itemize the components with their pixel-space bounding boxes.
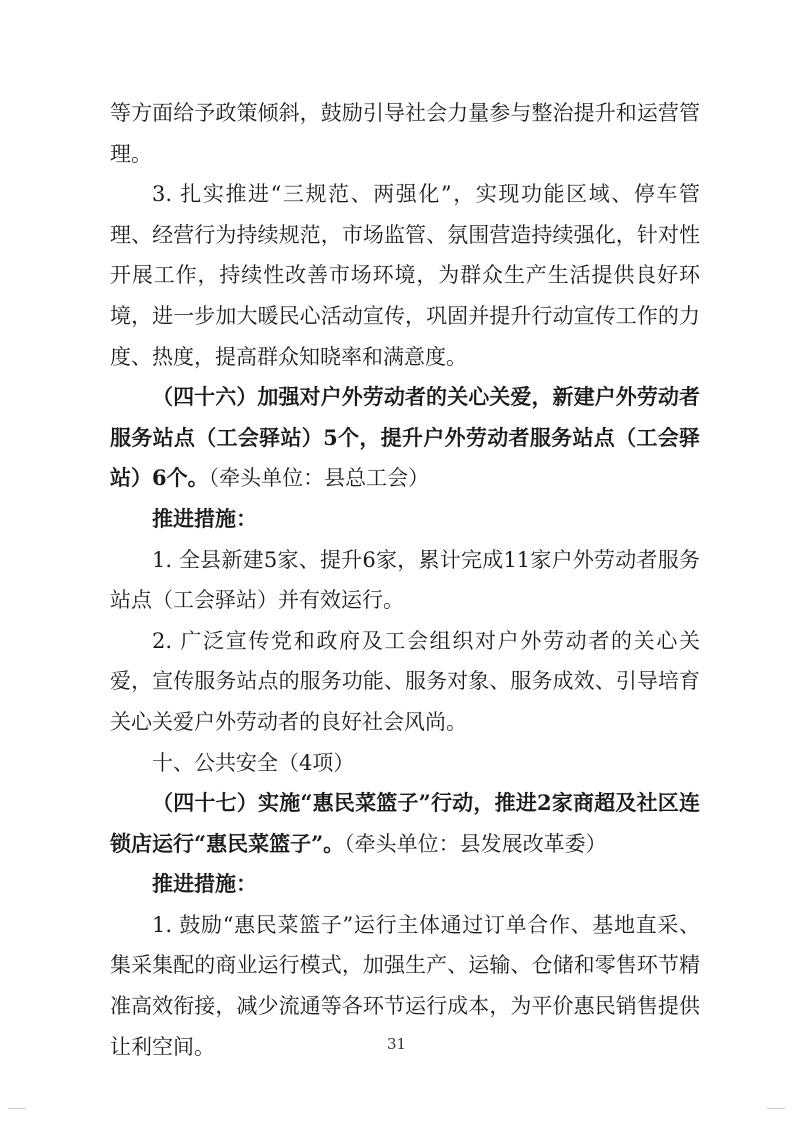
task-47-title: （四十七）实施“惠民菜篮子”行动，推进2家商超及社区连锁店运行“惠民菜篮子”。 — [110, 790, 700, 856]
task-46-title: （四十六）加强对户外劳动者的关心关爱，新建户外劳动者服务站点（工会驿站）5个，提升户外劳动者服务站点（工会驿站）6个。 — [110, 384, 700, 491]
paragraph-item-3: 3. 扎实推进“三规范、两强化”，实现功能区域、停车管理、经营行为持续规范，市场监管、氛围营造持续强化，针对性开展工作，持续性改善市场环境，为群众生产生活提供良好环境，进一步加大暖民心活动宣传，巩固并提升行动宣传工作的力度、热度，提高群众知晓率和满意度。 — [110, 182, 700, 369]
paragraph-measure-47-1: 1. 鼓励“惠民菜篮子”运行主体通过订单合作、基地直采、集采集配的商业运行模式，加强生产、运输、仓储和零售环节精准高效衔接，减少流通等各环节运行成本，为平价惠民销售提供让利空间。 — [110, 912, 700, 1059]
task-46-lead-unit: （牵头单位：县总工会） — [208, 466, 430, 491]
paragraph-task-47 — [110, 783, 700, 864]
paragraph-measure-46-1: 1. 全县新建5家、提升6家，累计完成11家户外劳动者服务站点（工会驿站）并有效运行。 — [110, 547, 700, 613]
paragraph-measure-46-2: 2. 广泛宣传党和政府及工会组织对户外劳动者的关心关爱，宣传服务站点的服务功能、服务对象、服务成效、引导培育关心关爱户外劳动者的良好社会风尚。 — [110, 628, 700, 734]
scan-edge-mark-right — [767, 1108, 785, 1109]
section-heading-public-safety: 十、公共安全（4项） — [152, 750, 355, 775]
task-47-lead-unit: （牵头单位：县发展改革委） — [344, 831, 607, 856]
body-text — [110, 93, 700, 1067]
paragraph-task-46 — [110, 377, 700, 499]
measures-heading-46: 推进措施： — [152, 505, 257, 531]
paragraph-continuation: 等方面给予政策倾斜，鼓励引导社会力量参与整治提升和运营管理。 — [110, 101, 700, 166]
measures-heading-47: 推进措施： — [152, 871, 257, 897]
scan-edge-mark-left — [8, 1108, 26, 1109]
page-number: 31 — [386, 1035, 407, 1053]
